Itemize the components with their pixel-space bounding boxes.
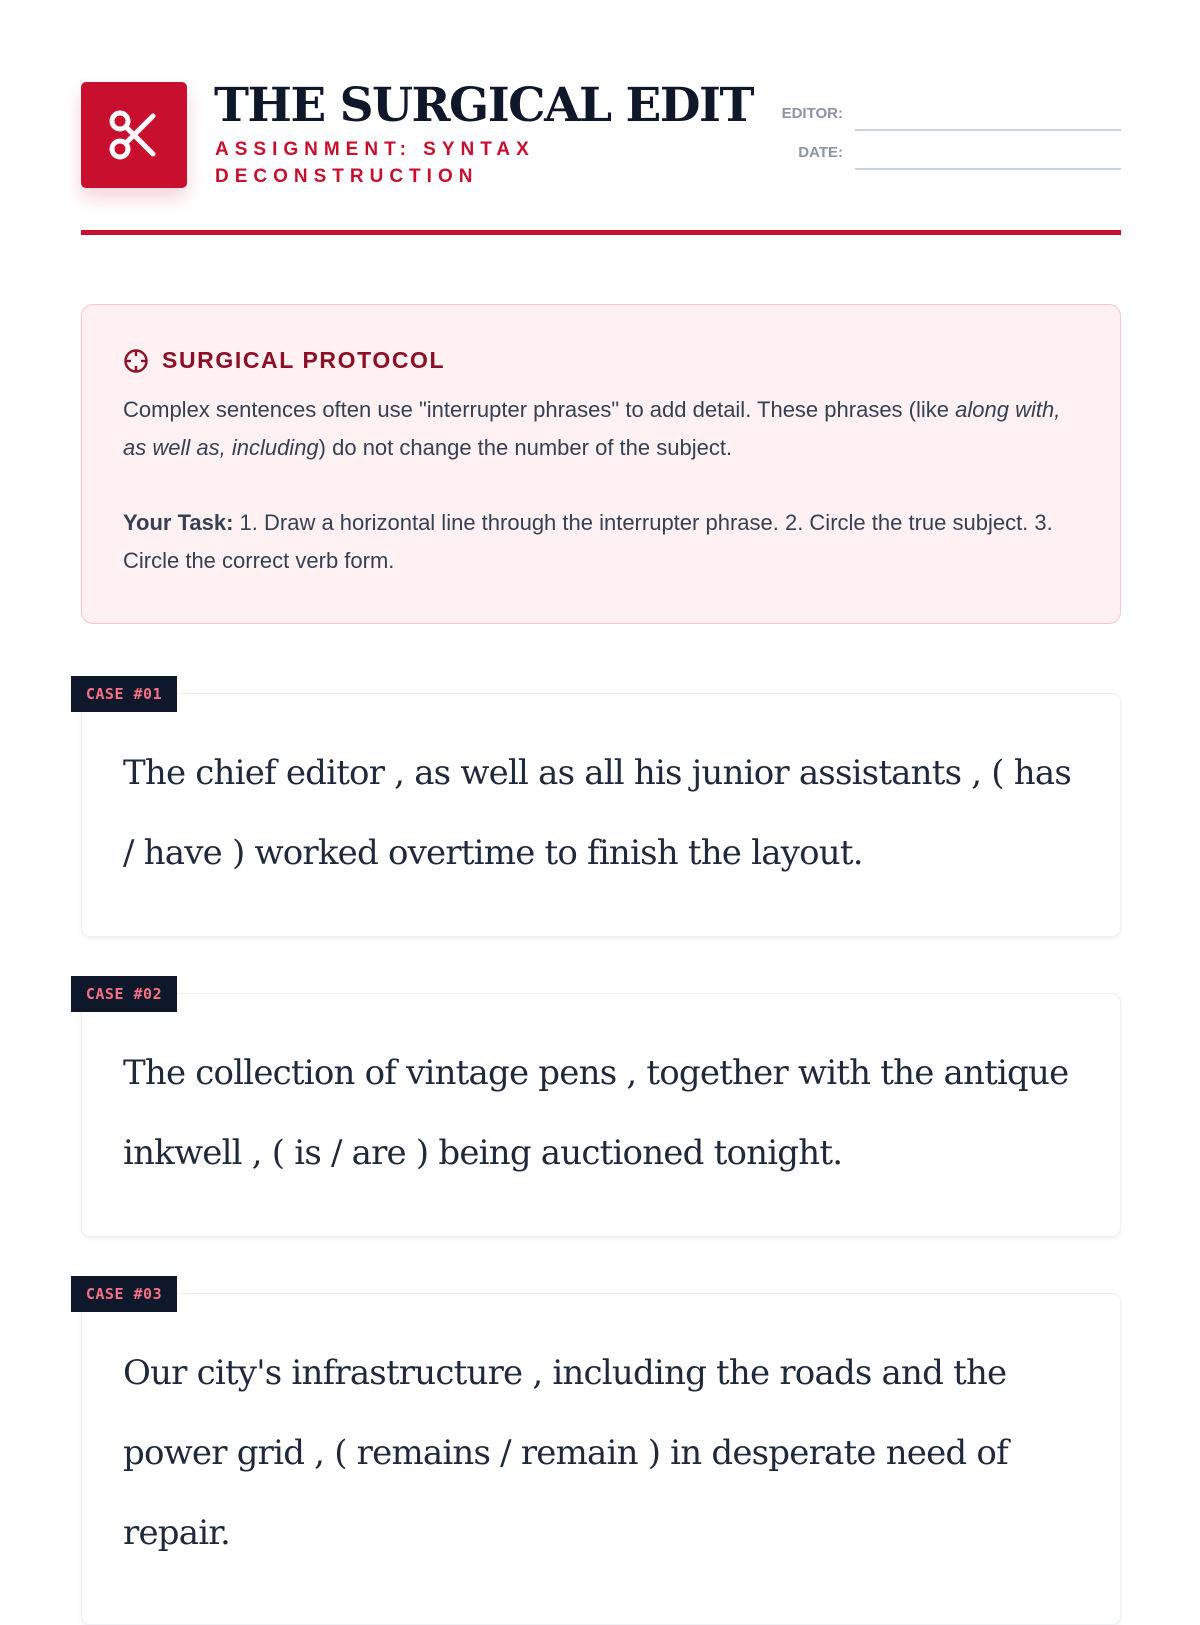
case-tag: CASE #02 xyxy=(71,976,177,1012)
protocol-heading xyxy=(123,347,445,374)
editor-field[interactable] xyxy=(855,129,1121,131)
case-sentence: The chief editor , as well as all his junior assistants , ( has / have ) worked overtime to finish the layout. xyxy=(123,753,1071,873)
intro-examples: along with, as well as, including xyxy=(123,397,1061,460)
case-sentence: The collection of vintage pens , together with the antique inkwell , ( is / are ) being auctioned tonight. xyxy=(123,1053,1069,1173)
intro-text-before: Complex sentences often use "interrupter phrases" to add detail. These phrases (like xyxy=(123,397,956,422)
protocol-heading-text: SURGICAL PROTOCOL xyxy=(162,347,446,373)
case-tag: CASE #01 xyxy=(71,676,177,712)
protocol-task xyxy=(123,504,1083,580)
case-card xyxy=(81,1293,1121,1625)
case-tag: CASE #03 xyxy=(71,1276,177,1312)
header-divider xyxy=(81,230,1121,235)
task-text: 1. Draw a horizontal line through the interrupter phrase. 2. Circle the true subject. 3. Circle the correct verb form. xyxy=(123,510,1053,573)
assignment-subtitle: ASSIGNMENT: SYNTAX DECONSTRUCTION xyxy=(215,139,535,187)
case-card xyxy=(81,993,1121,1237)
intro-text-after: ) do not change the number of the subject. xyxy=(318,435,733,460)
case-sentence: Our city's infrastructure , including the roads and the power grid , ( remains / remain ) in desperate need of repair. xyxy=(123,1353,1008,1553)
crosshair-icon xyxy=(123,348,149,374)
date-field[interactable] xyxy=(855,168,1121,170)
task-label: Your Task: xyxy=(123,510,234,535)
date-label: DATE: xyxy=(798,144,843,161)
protocol-body xyxy=(123,391,1083,580)
protocol-panel xyxy=(81,304,1121,624)
editor-label: EDITOR: xyxy=(781,105,843,122)
page-title: THE SURGICAL EDIT xyxy=(214,78,754,133)
protocol-intro xyxy=(123,391,1083,467)
worksheet-header xyxy=(81,78,1121,234)
scissors-icon xyxy=(81,82,187,188)
case-card xyxy=(81,693,1121,937)
